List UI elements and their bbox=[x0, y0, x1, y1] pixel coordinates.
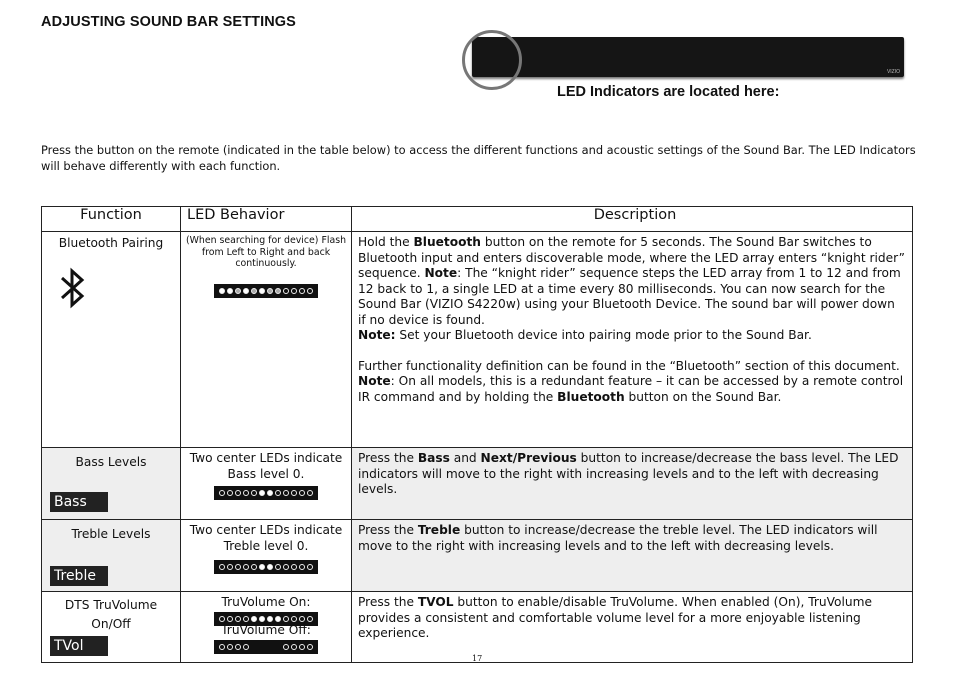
led-behavior-text: (When searching for device) Flash from Left to Right and back continuously. bbox=[185, 235, 347, 269]
led-dot bbox=[243, 288, 249, 294]
led-dot bbox=[227, 616, 233, 622]
led-dot bbox=[283, 288, 289, 294]
function-label: DTS TruVolume On/Off bbox=[64, 598, 158, 631]
function-label: Treble Levels bbox=[71, 527, 151, 541]
led-dot bbox=[219, 644, 225, 650]
led-dot bbox=[299, 288, 305, 294]
led-dot bbox=[235, 490, 241, 496]
led-dot bbox=[235, 288, 241, 294]
led-behavior-text: Two center LEDs indicate Bass level 0. bbox=[189, 451, 343, 481]
led-dot bbox=[227, 644, 233, 650]
led-location-caption: LED Indicators are located here: bbox=[557, 84, 780, 100]
led-dot bbox=[267, 288, 273, 294]
function-cell bbox=[42, 520, 181, 592]
led-off-label: TruVolume Off: bbox=[221, 623, 311, 637]
led-dot bbox=[235, 564, 241, 570]
led-indicator-bar-off bbox=[214, 640, 318, 654]
soundbar-image bbox=[472, 37, 904, 77]
led-dot bbox=[251, 490, 257, 496]
led-dot bbox=[219, 288, 225, 294]
led-dot bbox=[307, 288, 313, 294]
led-behavior-text: Two center LEDs indicate Treble level 0. bbox=[189, 523, 343, 553]
led-behavior-cell bbox=[181, 592, 352, 663]
page-number: 17 bbox=[472, 654, 483, 663]
header-description: Description bbox=[352, 207, 913, 232]
description-paragraph: Hold the Bluetooth button on the remote for 5 seconds. The Sound Bar switches to Bluetooth input and enters discoverable mode, where the LED array enters “knight rider” sequence. Note: The “knight rider” sequence steps the LED array from 1 to 12 and from 12 back to 1, a single LED at a time every 80 milliseconds. You can now search for the Sound Bar (VIZIO S4220w) using your Bluetooth Device. The sound bar will power down if no device is found. bbox=[358, 235, 905, 327]
led-dot bbox=[259, 288, 265, 294]
table-row-bass bbox=[42, 448, 913, 520]
led-dot bbox=[235, 644, 241, 650]
led-dot bbox=[219, 564, 225, 570]
led-indicator-bar bbox=[214, 486, 318, 500]
tvol-button-label: TVol bbox=[50, 636, 108, 656]
led-dot bbox=[251, 288, 257, 294]
led-dot bbox=[259, 616, 265, 622]
led-dot bbox=[267, 564, 273, 570]
led-dot bbox=[291, 288, 297, 294]
led-dot bbox=[307, 644, 313, 650]
led-dot bbox=[267, 490, 273, 496]
function-cell bbox=[42, 448, 181, 520]
led-dot bbox=[291, 564, 297, 570]
led-dot bbox=[283, 644, 289, 650]
table-row-truvolume bbox=[42, 592, 913, 663]
led-behavior-cell bbox=[181, 520, 352, 592]
led-dot bbox=[251, 564, 257, 570]
description-cell: Press the TVOL button to enable/disable TruVolume. When enabled (On), TruVolume provides a consistent and comfortable volume level for a more enjoyable listening experience. bbox=[352, 592, 913, 663]
led-dot bbox=[235, 616, 241, 622]
led-dot bbox=[227, 564, 233, 570]
led-dot bbox=[243, 564, 249, 570]
led-behavior-cell bbox=[181, 232, 352, 448]
page-heading: ADJUSTING SOUND BAR SETTINGS bbox=[41, 14, 296, 30]
led-dot bbox=[299, 616, 305, 622]
settings-table bbox=[41, 206, 913, 663]
led-dot bbox=[283, 616, 289, 622]
led-dot bbox=[243, 616, 249, 622]
led-dot bbox=[283, 564, 289, 570]
soundbar-logo: VIZIO bbox=[886, 69, 900, 75]
bass-button-label: Bass bbox=[50, 492, 108, 512]
led-dot bbox=[227, 490, 233, 496]
led-dot bbox=[251, 616, 257, 622]
led-dot bbox=[291, 644, 297, 650]
led-dot bbox=[275, 288, 281, 294]
led-dot bbox=[259, 564, 265, 570]
led-dot bbox=[275, 616, 281, 622]
led-dot bbox=[291, 490, 297, 496]
led-location-circle bbox=[462, 30, 522, 90]
function-cell bbox=[42, 592, 181, 663]
led-dot bbox=[307, 490, 313, 496]
led-dot bbox=[291, 616, 297, 622]
led-dot bbox=[275, 490, 281, 496]
led-dot bbox=[267, 616, 273, 622]
table-row-bluetooth bbox=[42, 232, 913, 448]
table-row-treble bbox=[42, 520, 913, 592]
led-dot bbox=[275, 564, 281, 570]
led-dot bbox=[307, 616, 313, 622]
description-paragraph: Further functionality definition can be found in the “Bluetooth” section of this document. Note: On all models, this is a redundant feature – it can be accessed by a remote control IR command and by holding the Bluetooth button on the Sound Bar. bbox=[358, 358, 904, 404]
treble-button-label: Treble bbox=[50, 566, 108, 586]
header-function: Function bbox=[42, 207, 181, 232]
description-cell: Press the Bass and Next/Previous button to increase/decrease the bass level. The LED indicators will move to the right with increasing levels and to the left with decreasing levels. bbox=[352, 448, 913, 520]
led-dot bbox=[219, 490, 225, 496]
led-behavior-cell bbox=[181, 448, 352, 520]
led-on-label: TruVolume On: bbox=[221, 595, 311, 609]
description-note: Note: Set your Bluetooth device into pairing mode prior to the Sound Bar. bbox=[358, 328, 812, 342]
led-indicator-bar bbox=[214, 284, 318, 298]
function-cell bbox=[42, 232, 181, 448]
led-dot bbox=[299, 564, 305, 570]
description-cell: Press the Treble button to increase/decrease the treble level. The LED indicators will move to the right with increasing levels and to the left with decreasing levels. bbox=[352, 520, 913, 592]
led-indicator-bar bbox=[214, 560, 318, 574]
function-label: Bass Levels bbox=[75, 455, 147, 469]
led-dot bbox=[299, 644, 305, 650]
bluetooth-icon bbox=[58, 266, 88, 310]
description-cell bbox=[352, 232, 913, 448]
led-dot bbox=[299, 490, 305, 496]
led-dot bbox=[219, 616, 225, 622]
led-dot bbox=[283, 490, 289, 496]
led-dot bbox=[227, 288, 233, 294]
header-led-behavior: LED Behavior bbox=[181, 207, 352, 232]
led-dot bbox=[307, 564, 313, 570]
intro-paragraph: Press the button on the remote (indicated in the table below) to access the different functions and acoustic settings of the Sound Bar. The LED Indicators will behave differently with each function. bbox=[41, 143, 916, 173]
led-dot bbox=[259, 490, 265, 496]
led-dot bbox=[243, 490, 249, 496]
led-dot bbox=[243, 644, 249, 650]
function-label: Bluetooth Pairing bbox=[58, 236, 164, 250]
